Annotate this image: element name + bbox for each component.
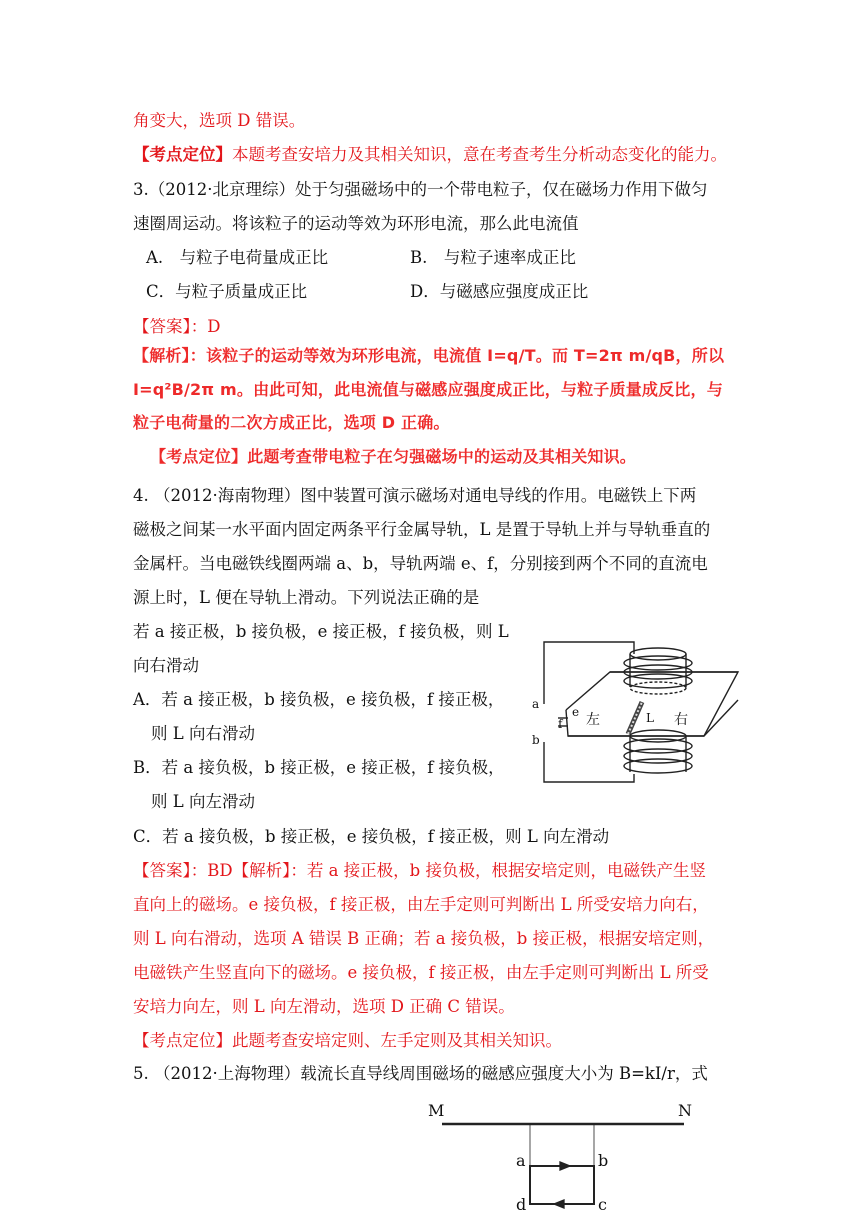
q3-explanation-line2: I=q²B/2π m。由此可知，此电流值与磁感应强度成正比，与粒子质量成反比，与 <box>133 380 723 399</box>
q4-option-b-line1: B．若 a 接负极，b 接正极，e 接正极，f 接负极， <box>133 758 505 777</box>
q3-explanation-line3: 粒子电荷量的二次方成正比，选项 D 正确。 <box>133 413 450 432</box>
label-left: 左 <box>586 712 600 728</box>
label-loop-c: c <box>598 1195 607 1214</box>
q4-statement-line2: 向右滑动 <box>133 656 199 675</box>
q5-stem-line1: 5. （2012·上海物理）载流长直导线周围磁场的磁感应强度大小为 B=kI/r，式 <box>133 1064 708 1083</box>
wire-loop-figure <box>420 1094 710 1214</box>
answer-continuation: 角变大，选项 D 错误。 <box>133 111 306 130</box>
label-M: M <box>428 1101 445 1120</box>
q4-option-c: C．若 a 接负极，b 接正极，e 接负极，f 接正极，则 L 向左滑动 <box>133 827 610 846</box>
electromagnet-rail-figure <box>528 632 748 792</box>
q4-statement-line1: 若 a 接正极，b 接负极，e 接正极，f 接负极，则 L <box>133 622 509 641</box>
q4-exam-point: 【考点定位】此题考查安培定则、左手定则及其相关知识。 <box>133 1031 562 1050</box>
q4-option-a-line1: A．若 a 接正极，b 接负极，e 接负极，f 接正极， <box>133 690 505 709</box>
q3-option-a: A. 与粒子电荷量成正比 <box>146 248 329 267</box>
q3-option-d: D．与磁感应强度成正比 <box>410 282 589 301</box>
label-a: a <box>532 697 540 711</box>
wire-bottom <box>544 742 634 782</box>
label-f: f <box>558 717 563 731</box>
label-right: 右 <box>674 712 688 728</box>
q3-option-b: B. 与粒子速率成正比 <box>410 248 576 267</box>
label-loop-b: b <box>598 1151 609 1170</box>
q3-explanation-line1: 【解析】：该粒子的运动等效为环形电流，电流值 I=q/T。而 T=2π m/qB，所以 <box>133 346 725 365</box>
exam-point-text: 本题考查安培力及其相关知识，意在考查考生分析动态变化的能力。 <box>232 145 727 164</box>
q4-stem-line1: 4. （2012·海南物理）图中装置可演示磁场对通电导线的作用。电磁铁上下两 <box>133 486 697 505</box>
label-rod-L: L <box>646 711 654 725</box>
rail-far-edge <box>566 672 738 710</box>
q4-option-b-line2: 则 L 向左滑动 <box>151 792 255 811</box>
label-b: b <box>532 733 540 747</box>
exam-point-tag: 【考点定位】 <box>133 145 232 164</box>
q4-option-a-line2: 则 L 向右滑动 <box>151 724 255 743</box>
label-loop-d: d <box>516 1195 527 1214</box>
q3-exam-point: 【考点定位】此题考查带电粒子在匀强磁场中的运动及其相关知识。 <box>150 447 637 466</box>
q4-answer-line3: 则 L 向右滑动，选项 A 错误 B 正确；若 a 接负极，b 接正极，根据安培定则， <box>133 929 715 948</box>
q3-option-c: C．与粒子质量成正比 <box>146 282 308 301</box>
q4-answer-line5: 安培力向左，则 L 向左滑动，选项 D 正确 C 错误。 <box>133 997 515 1016</box>
q3-stem-line2: 速圈周运动。将该粒子的运动等效为环形电流，那么此电流值 <box>133 214 579 233</box>
wire-top <box>544 642 634 704</box>
label-N: N <box>678 1101 692 1120</box>
q4-stem-line3: 金属杆。当电磁铁线圈两端 a、b，导轨两端 e、f，分别接到两个不同的直流电 <box>133 554 708 573</box>
exam-point-q2 <box>133 144 727 166</box>
q4-stem-line2: 磁极之间某一水平面内固定两条平行金属导轨，L 是置于导轨上并与导轨垂直的 <box>133 520 711 539</box>
label-e: e <box>572 705 580 719</box>
label-loop-a: a <box>516 1151 526 1170</box>
q3-stem-line1: 3.（2012·北京理综）处于匀强磁场中的一个带电粒子，仅在磁场力作用下做匀 <box>133 180 708 199</box>
q3-answer: 【答案】：D <box>133 317 221 336</box>
loop-abcd <box>530 1166 594 1204</box>
q4-stem-line4: 源上时，L 便在导轨上滑动。下列说法正确的是 <box>133 588 480 607</box>
q4-answer-line2: 直向上的磁场。e 接负极，f 接正极，由左手定则可判断出 L 所受安培力向右， <box>133 895 709 914</box>
q4-answer-line4: 电磁铁产生竖直向下的磁场。e 接负极，f 接正极，由左手定则可判断出 L 所受 <box>133 963 709 982</box>
q4-answer-line1: 【答案】：BD【解析】：若 a 接正极，b 接负极，根据安培定则，电磁铁产生竖 <box>133 861 706 880</box>
